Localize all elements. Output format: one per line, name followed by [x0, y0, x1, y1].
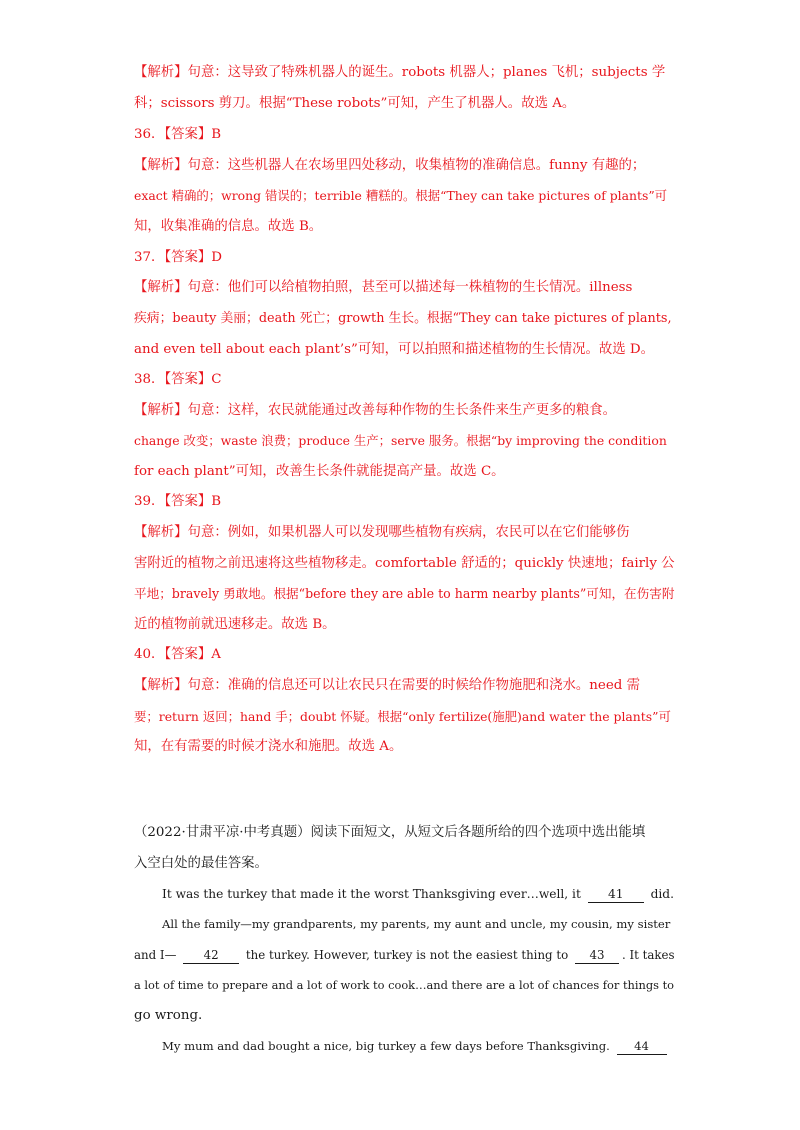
explanation-39-line-2: 害附近的植物之前迅速将这些植物移走。comfortable 舒适的；quickly 快速地；fairly 公 — [134, 556, 675, 571]
passage-intro-line-1: （2022·甘肃平凉·中考真题）阅读下面短文，从短文后各题所给的四个选项中选出能填 — [134, 825, 646, 840]
explanation-36-line-2: exact 精确的；wrong 错误的；terrible 糟糕的。根据“They can take pictures of plants”可 — [134, 188, 668, 203]
explanation-40-line-1: 【解析】句意：准确的信息还可以让农民只在需要的时候给作物施肥和浇水。need 需 — [134, 678, 640, 693]
passage-text: did. — [650, 887, 674, 901]
passage-paragraph-2-line-4: go wrong. — [134, 1008, 203, 1023]
passage-intro-line-2: 入空白处的最佳答案。 — [134, 856, 268, 871]
explanation-37-line-3: and even tell about each plant’s”可知，可以拍照和描述植物的生长情况。故选 D。 — [134, 342, 655, 357]
blank-44: 44 — [617, 1038, 667, 1055]
passage-paragraph-2-line-1: All the family—my grandparents, my parents, my aunt and uncle, my cousin, my sister — [162, 917, 671, 931]
passage-text: It was the turkey that made it the worst Thanksgiving ever…well, it — [162, 887, 581, 901]
explanation-39-line-3: 平地；bravely 勇敢地。根据“before they are able to harm nearby plants”可知，在伤害附 — [134, 586, 675, 601]
passage-paragraph-2-line-2 — [134, 945, 674, 965]
explanation-36-line-3: 知，收集准确的信息。故选 B。 — [134, 219, 323, 234]
explanation-38-line-1: 【解析】句意：这样，农民就能通过改善每种作物的生长条件来生产更多的粮食。 — [134, 403, 617, 418]
passage-text: My mum and dad bought a nice, big turkey a few days before Thanksgiving. — [162, 1039, 610, 1053]
explanation-38-line-2: change 改变；waste 浪费；produce 生产；serve 服务。根据“by improving the condition — [134, 433, 667, 448]
passage-text: the turkey. However, turkey is not the easiest thing to — [245, 948, 569, 962]
explanation-36-line-1: 【解析】句意：这些机器人在农场里四处移动，收集植物的准确信息。funny 有趣的； — [134, 158, 646, 173]
blank-42: 42 — [183, 947, 239, 964]
passage-paragraph-2-line-3: a lot of time to prepare and a lot of work to cook…and there are a lot of chances for things to — [134, 978, 675, 992]
explanation-40-line-2: 要；return 返回；hand 手；doubt 怀疑。根据“only fertilize(施肥)and water the plants”可 — [134, 709, 671, 724]
answer-40-header: 40．【答案】A — [134, 647, 221, 662]
blank-41: 41 — [588, 886, 644, 903]
answer-39-header: 39．【答案】B — [134, 494, 222, 509]
explanation-39-line-1: 【解析】句意：例如，如果机器人可以发现哪些植物有疾病，农民可以在它们能够伤 — [134, 525, 630, 540]
explanation-35-line-2: 科；scissors 剪刀。根据“These robots”可知，产生了机器人。故选 A。 — [134, 96, 576, 111]
explanation-35-line-1: 【解析】句意：这导致了特殊机器人的诞生。robots 机器人；planes 飞机；subjects 学 — [134, 65, 666, 80]
answer-36-header: 36．【答案】B — [134, 127, 222, 142]
passage-text: . It takes — [621, 948, 675, 962]
explanation-39-line-4: 近的植物前就迅速移走。故选 B。 — [134, 617, 336, 632]
blank-43: 43 — [575, 947, 619, 964]
explanation-37-line-2: 疾病；beauty 美丽；death 死亡；growth 生长。根据“They can take pictures of plants, — [134, 311, 672, 326]
answer-38-header: 38．【答案】C — [134, 372, 222, 387]
passage-paragraph-1 — [162, 884, 674, 904]
passage-text: and I— — [134, 948, 177, 962]
explanation-38-line-3: for each plant”可知，改善生长条件就能提高产量。故选 C。 — [134, 464, 505, 479]
passage-paragraph-3 — [162, 1036, 674, 1056]
explanation-40-line-3: 知，在有需要的时候才浇水和施肥。故选 A。 — [134, 739, 403, 754]
answer-37-header: 37．【答案】D — [134, 250, 223, 265]
explanation-37-line-1: 【解析】句意：他们可以给植物拍照，甚至可以描述每一株植物的生长情况。illness — [134, 280, 633, 295]
